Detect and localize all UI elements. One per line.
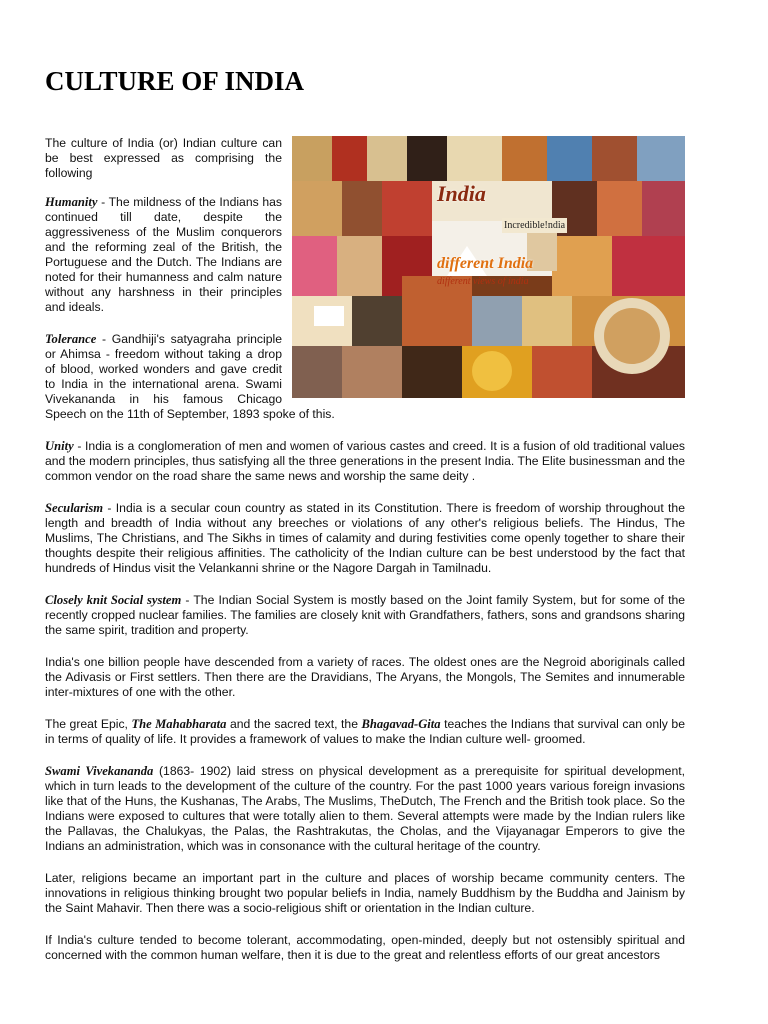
tolerant-paragraph: If India's culture tended to become tolerant, accommodating, open-minded, deeply but not ostensibly spiritual and concerned with the common human welfare, then it is due to the great and relentless efforts of our great ancestors — [45, 933, 685, 962]
intro-section — [45, 136, 685, 422]
epic-paragraph — [45, 717, 685, 747]
document-body — [45, 136, 685, 980]
vivekananda-paragraph — [45, 764, 685, 854]
epic-mid: and the sacred text, the — [226, 717, 362, 731]
tolerance-text: - Gandhiji's satyagraha principle or Ahimsa - freedom without taking a drop of blood, worked wonders and gave credit to India in the international arena. Swami Vivekananda in his famous Chicago Speech on the 11th of September, 1893 spoke of this. — [45, 332, 335, 421]
mahabharata-term: The Mahabharata — [131, 717, 227, 731]
bhagavad-gita-term: Bhagavad-Gita — [361, 717, 441, 731]
secularism-paragraph — [45, 501, 685, 576]
intro-paragraph: The culture of India (or) Indian culture can be best expressed as comprising the following — [45, 136, 282, 180]
epic-post: teaches the Indians that survival can only be in terms of quality of life. It provides a framework of values to make the Indian culture well- groomed. — [45, 717, 685, 746]
humanity-term: Humanity — [45, 195, 98, 209]
tolerance-term: Tolerance — [45, 332, 97, 346]
secularism-text: - India is a secular coun country as stated in its Constitution. There is freedom of worship throughout the length and breadth of India without any breeches or violations of any other's religious beliefs. The Hindus, The Muslims, The Christians, and The Sikhs in times of calamity and during festivities come openly together to share their thoughts despite their religious affinities. The catholicity of the Indian culture can be best understood by the fact that hundreds of Hindus visit the Velankanni shrine or the Nagore Dargah in Tamilnadu. — [45, 501, 685, 575]
collage-views-text: different views of india — [437, 276, 529, 287]
social-system-term: Closely knit Social system — [45, 593, 182, 607]
collage-different-text: different India — [437, 255, 534, 272]
collage-incredible-text: Incredible!ndia — [504, 220, 566, 231]
religions-paragraph: Later, religions became an important part in the culture and places of worship became community centers. The innovations in religious thinking brought two popular beliefs in India, namely Buddhism by the Buddha and Jainism by the Saint Mahavir. Then there was a socio-religious shift or orientation in the Indian culture. — [45, 871, 685, 915]
social-system-text: - The Indian Social System is mostly based on the Joint family System, but for some of the recently cropped nuclear families. The families are closely knit with Grandfathers, fathers, sons and grandsons sharing the same spirit, tradition and property. — [45, 593, 686, 637]
secularism-term: Secularism — [45, 501, 104, 515]
vivekananda-text: (1863- 1902) laid stress on physical development as a prerequisite for spiritual development, which in turn leads to the development of the culture of the country. For the past 1000 years various foreign invasions like that of the Huns, the Kushanas, The Arabs, The Muslims, TheDutch, The French and the British took place. So the Indians were exposed to cultures that were totally alien to them. Several attempts were made by the Indian rulers like the Pallavas, the Chalukyas, the Palas, the Rashtrakutas, the Cholas, and the Vijayanagar Emperors to give the Indians an administration, which was in consonance with the cultural heritage of the country. — [45, 764, 685, 853]
humanity-text: - The mildness of the Indians has continued till date, despite the aggressiveness of the Muslim conquerors and the reforming zeal of the British, the Portuguese and the Dutch. The Indians are noted for their humanness and calm nature without any harshness in their principles and ideals. — [45, 195, 282, 314]
unity-text: - India is a conglomeration of men and women of various castes and creed. It is a fusion of old traditional values and the modern principles, thus satisfying all the three generations in the present India. The Elite businessman and the common vendor on the road share the same news and worship the same deity . — [45, 439, 685, 483]
unity-paragraph — [45, 439, 685, 484]
page-title: CULTURE OF INDIA — [45, 66, 305, 96]
india-culture-collage-image — [292, 136, 685, 398]
vivekananda-term: Swami Vivekananda — [45, 764, 154, 778]
epic-pre: The great Epic, — [45, 717, 132, 731]
unity-term: Unity — [45, 439, 74, 453]
races-paragraph: India's one billion people have descended from a variety of races. The oldest ones are the Negroid aboriginals called the Adivasis or First settlers. Then there are the Dravidians, The Aryans, the Mongols, The Semites and innumerable inter-mixtures of one with the other. — [45, 655, 685, 699]
social-system-paragraph — [45, 593, 685, 638]
collage-india-text: India — [437, 181, 486, 206]
